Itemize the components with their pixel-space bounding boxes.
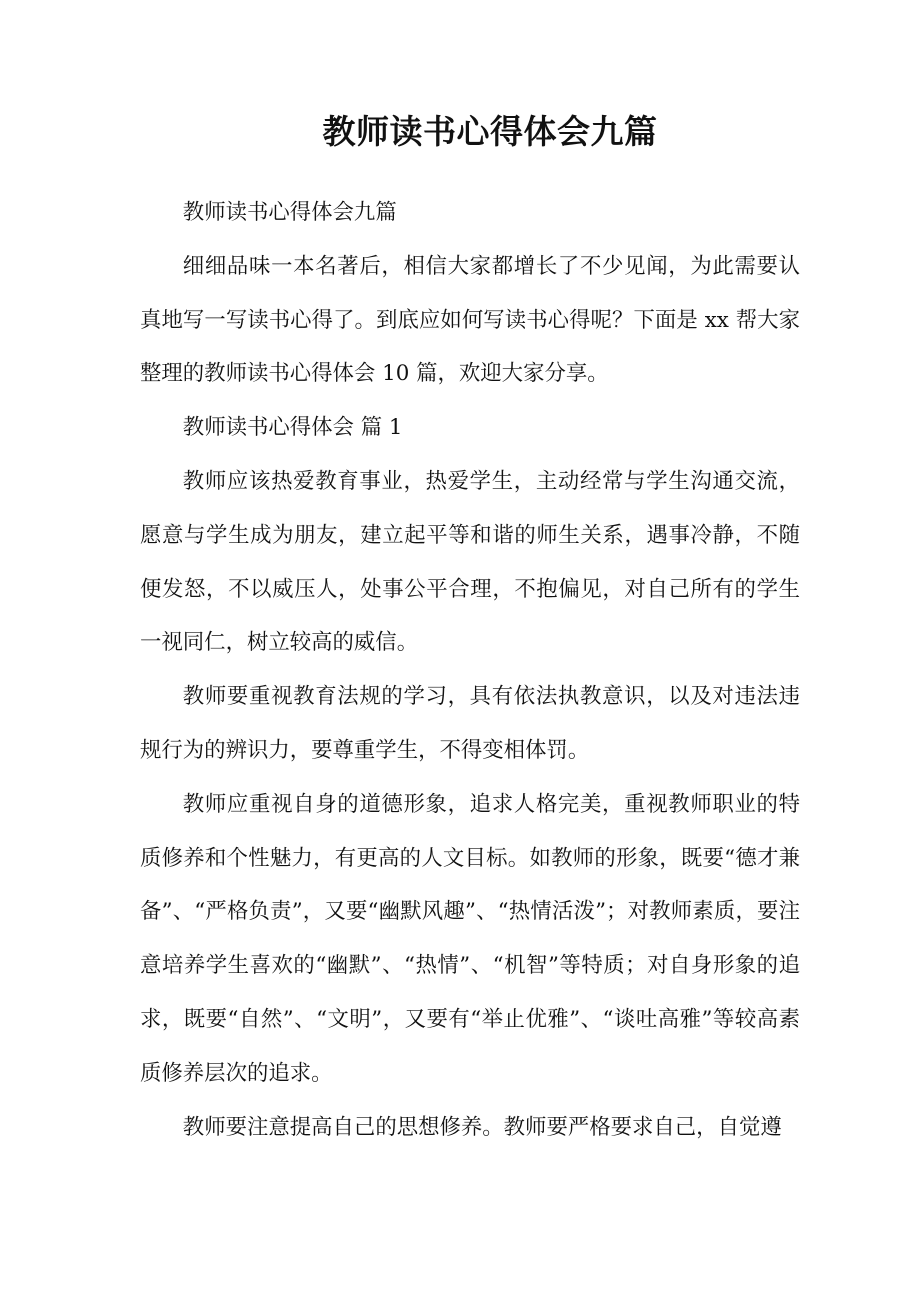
document-title: 教师读书心得体会九篇 — [322, 112, 658, 151]
paragraph-body: 教师应重视自身的道德形象，追求人格完美，重视教师职业的特质修养和个性魅力，有更高的人文目标。如教师的形象，既要“德才兼备”、“严格负责”，又要“幽默风趣”、“热情活泼”；对教师素质，要注意培养学生喜欢的“幽默”、“热情”、“机智”等特质；对自身形象的追求，既要“自然”、“文明”，又要有“举止优雅”、“谈吐高雅”等较高素质修养层次的追求。 — [140, 791, 800, 1086]
paragraph-section-heading: 教师读书心得体会 篇 1 — [182, 415, 403, 441]
paragraph-subtitle: 教师读书心得体会九篇 — [182, 200, 397, 225]
paragraph-body: 教师要注意提高自己的思想修养。教师要严格要求自己，自觉遵 — [182, 1114, 782, 1140]
paragraph-body: 教师应该热爱教育事业，热爱学生，主动经常与学生沟通交流，愿意与学生成为朋友，建立起平等和谐的师生关系，遇事冷静，不随便发怒，不以威压人，处事公平合理，不抱偏见，对自己所有的学生一视同仁，树立较高的威信。 — [140, 468, 800, 656]
document-body — [140, 186, 800, 1154]
paragraph-body: 教师要重视教育法规的学习，具有依法执教意识，以及对违法违规行为的辨识力，要尊重学生，不得变相体罚。 — [140, 684, 800, 763]
paragraph-intro: 细细品味一本名著后，相信大家都增长了不少见闻，为此需要认真地写一写读书心得了。到底应如何写读书心得呢？下面是 xx 帮大家整理的教师读书心得体会 10 篇，欢迎大家分享。 — [140, 253, 800, 387]
